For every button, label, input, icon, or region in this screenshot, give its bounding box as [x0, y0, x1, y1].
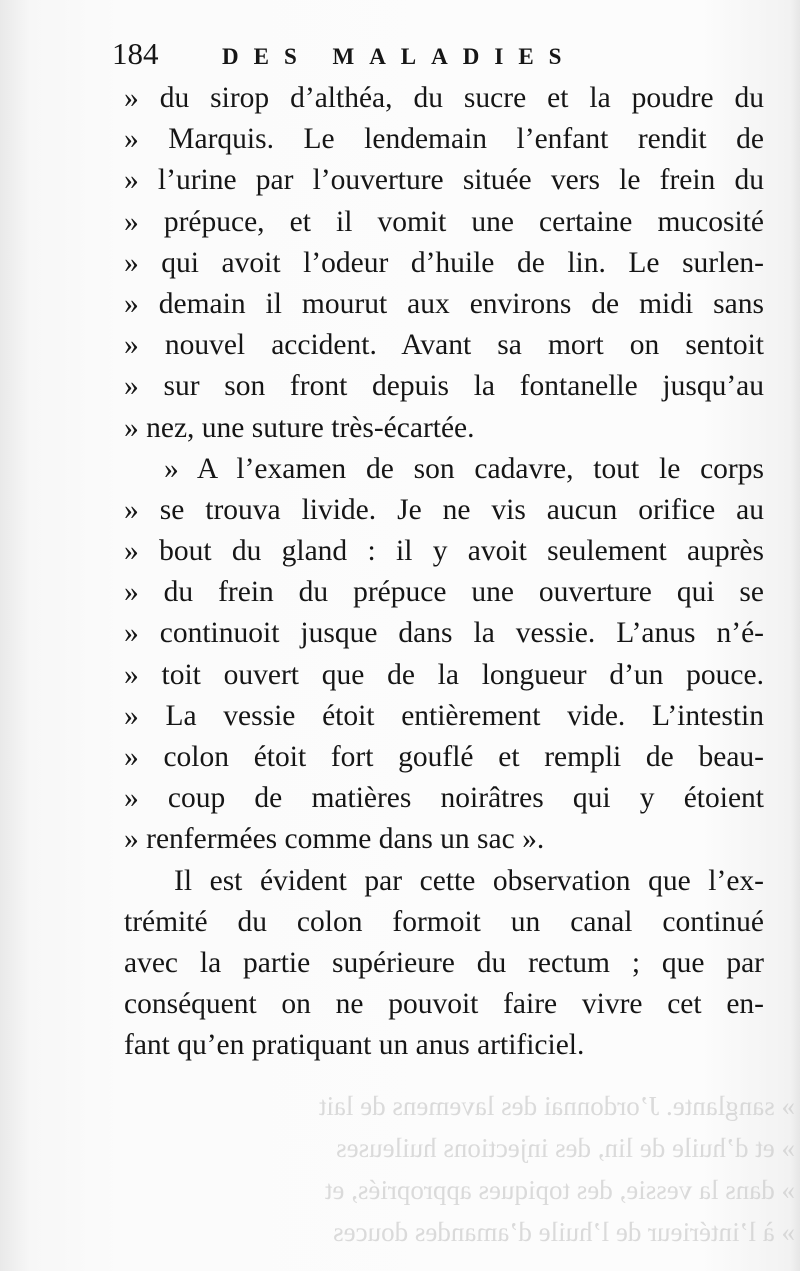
text-line: » qui avoit l’odeur d’huile de lin. Le surlen- — [124, 246, 764, 279]
text-line: » du frein du prépuce une ouverture qui se — [124, 576, 764, 609]
text-line: » bout du gland : il y avoit seulement auprès — [124, 535, 764, 568]
show-through-line: » dans la vessie, des topiques appropriés, et — [324, 1175, 795, 1205]
text-line: » demain il mourut aux environs de midi sans — [124, 287, 764, 320]
text-line: » A l’examen de son cadavre, tout le corps — [164, 452, 764, 485]
text-line: avec la partie supérieure du rectum ; que par — [124, 946, 764, 979]
show-through-line: » et d’huile de lin, des injections huileuses — [336, 1133, 795, 1163]
text-line: conséquent on ne pouvoit faire vivre cet en- — [124, 988, 764, 1021]
text-line: Il est évident par cette observation que l’ex- — [174, 864, 764, 897]
text-line: » Marquis. Le lendemain l’enfant rendit de — [124, 123, 764, 156]
text-line: » La vessie étoit entièrement vide. L’intestin — [124, 699, 764, 732]
body-text — [124, 78, 764, 1067]
text-line: » toit ouvert que de la longueur d’un pouce. — [124, 658, 764, 691]
show-through-line: » sanglante. J’ordonnai des lavemens de lait — [318, 1091, 795, 1121]
text-line: » nez, une suture très-écartée. — [124, 411, 475, 444]
running-title: DES MALADIES — [222, 44, 577, 69]
text-line: » se trouva livide. Je ne vis aucun orifice au — [124, 493, 764, 526]
show-through-text — [145, 1085, 795, 1253]
text-line: » renfermées comme dans un sac ». — [124, 823, 545, 856]
text-line: » colon étoit fort gouflé et rempli de beau- — [124, 741, 764, 773]
text-line: » l’urine par l’ouverture située vers le frein du — [124, 164, 764, 197]
text-line: fant qu’en pratiquant un anus artificiel. — [124, 1029, 585, 1062]
text-line: » prépuce, et il vomit une certaine mucosité — [124, 205, 764, 238]
page-header — [112, 36, 672, 76]
text-line: » sur son front depuis la fontanelle jusqu’au — [124, 370, 764, 403]
page-number: 184 — [112, 36, 159, 71]
show-through-line: » à l’intérieur de l’huile d’amandes douces — [333, 1217, 795, 1247]
text-line: » nouvel accident. Avant sa mort on sentoit — [124, 329, 764, 362]
text-line: » continuoit jusque dans la vessie. L’anus n’é- — [124, 617, 764, 650]
text-line: » du sirop d’althéa, du sucre et la poudre du — [124, 82, 764, 114]
text-line: trémité du colon formoit un canal continué — [124, 905, 764, 938]
text-line: » coup de matières noirâtres qui y étoient — [124, 782, 764, 815]
